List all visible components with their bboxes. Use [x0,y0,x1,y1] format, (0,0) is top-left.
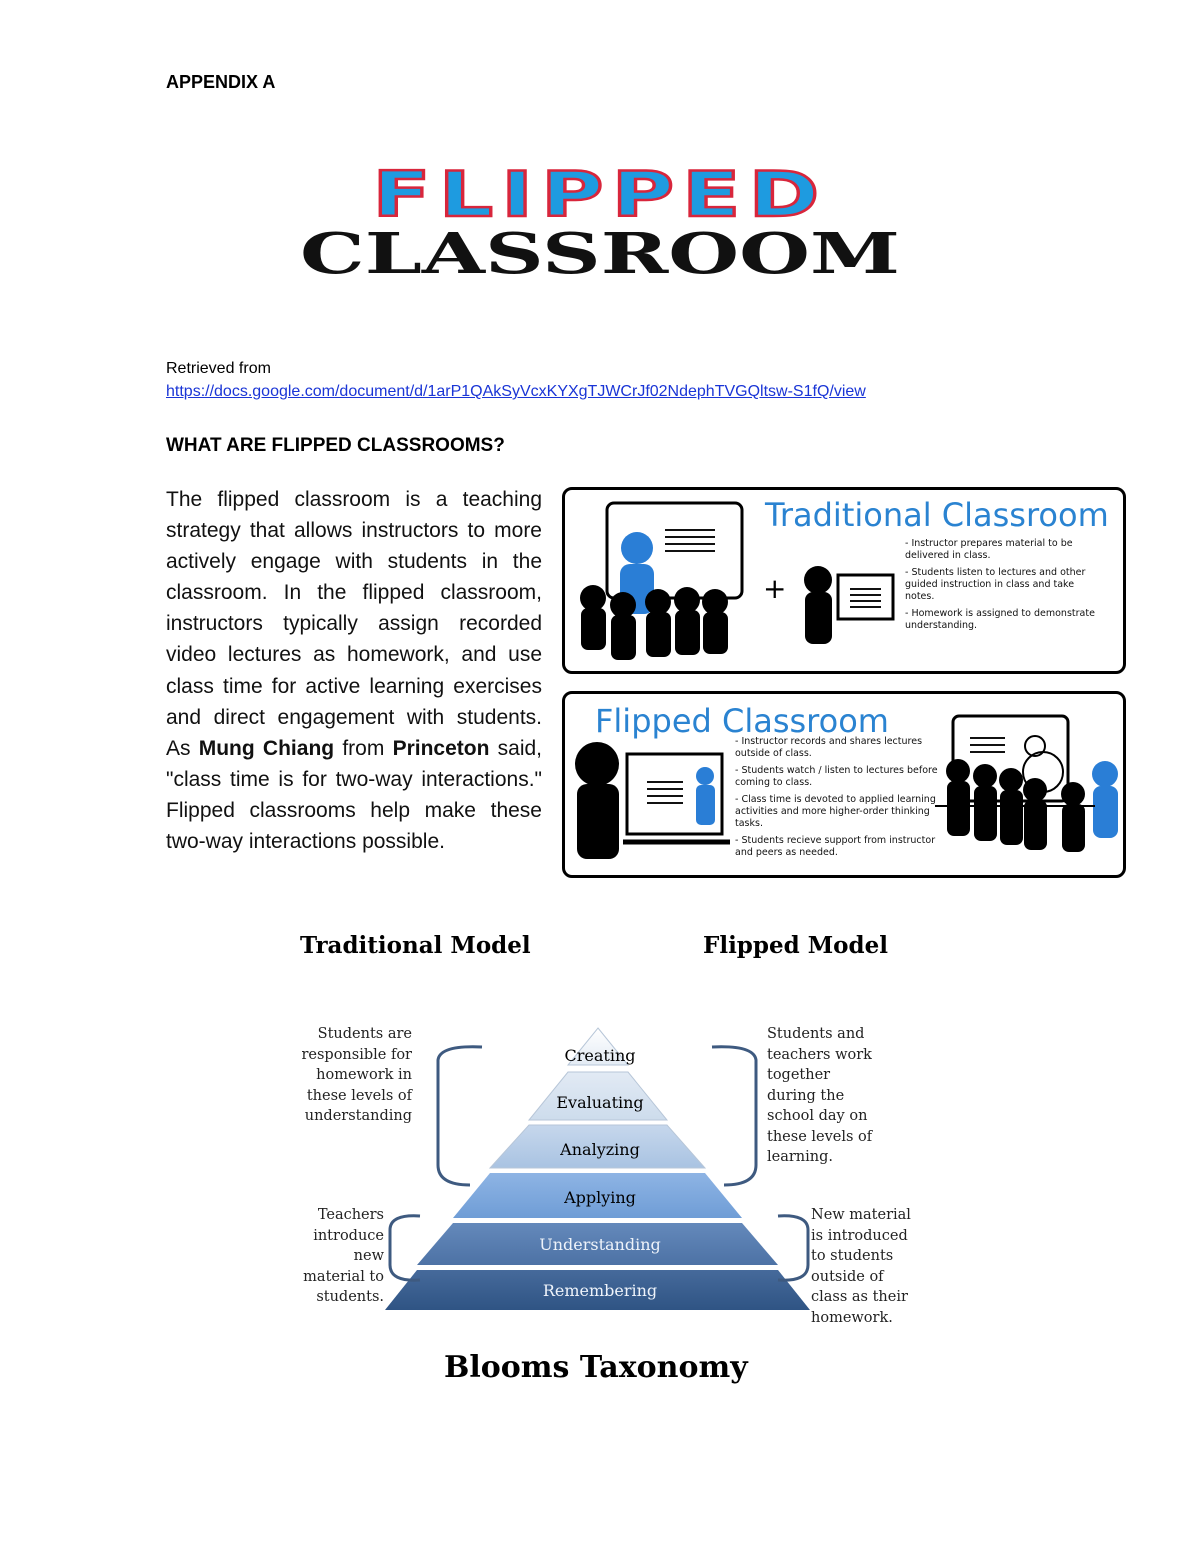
flipped-classroom-logo [295,160,905,338]
bullet-item: - Students listen to lectures and other guided instruction in class and take notes. [905,567,1086,602]
paragraph-text: from [334,736,393,760]
right-bottom-note: New material is introduced to students outside of class as their homework. [811,1207,911,1326]
bullet-item: - Students watch / listen to lectures before coming to class. [735,765,938,788]
organization-name: Princeton [392,736,490,760]
flipped-model-title: Flipped Model [703,932,888,959]
appendix-label: APPENDIX A [166,72,276,92]
intro-paragraph [166,484,542,857]
tier-understanding: Understanding [539,1235,661,1254]
tier-applying: Applying [564,1188,636,1207]
retrieved-from-label: Retrieved from [166,360,271,377]
left-bottom-note: Teachers introduce new material to students. [303,1207,384,1305]
bullet-item: - Instructor records and shares lectures outside of class. [735,736,923,759]
traditional-bullets [905,538,1105,637]
tier-analyzing: Analyzing [560,1140,640,1159]
tier-evaluating: Evaluating [556,1093,644,1112]
plus-sign: + [763,572,787,605]
right-top-note: Students and teachers work together during the school day on these levels of learning. [767,1026,873,1165]
bullet-item: - Students recieve support from instructor and peers as needed. [735,835,936,858]
section-heading: WHAT ARE FLIPPED CLASSROOMS? [166,435,505,456]
bullet-item: - Instructor prepares material to be delivered in class. [905,538,1073,561]
left-top-note: Students are responsible for homework in these levels of understanding [301,1026,412,1124]
flipped-bullets [735,736,940,864]
traditional-classroom-panel [562,487,1126,674]
flipped-classroom-panel [562,691,1126,878]
person-name: Mung Chiang [198,736,335,760]
tier-remembering: Remembering [542,1281,658,1300]
bullet-item: - Homework is assigned to demonstrate understanding. [905,608,1095,631]
flipped-classroom-title: Flipped Classroom [595,702,889,740]
paragraph-text: The flipped classroom is a teaching strategy that allows instructors to more actively engage with students in the classroom. In the flipped classroom, instructors typically assign recorded video lectures as homework, and use class time for active learning exercises and direct engagement with students. As [166,488,542,760]
blooms-pyramid [380,1020,820,1320]
blooms-taxonomy-title: Blooms Taxonomy [444,1350,748,1385]
bullet-item: - Class time is devoted to applied learning activities and more higher-order thinking tasks. [735,794,936,829]
paragraph-text: said, "class time is for two-way interactions." Flipped classrooms help make these two-way interactions possible. [166,736,543,854]
source-link[interactable]: https://docs.google.com/document/d/1arP1QAkSyVcxKYXgTJWCrJf02NdephTVGQltsw-S1fQ/view [166,383,866,400]
svg-text:CLASSROOM: CLASSROOM [300,221,900,287]
traditional-model-title: Traditional Model [300,932,531,959]
svg-text:FLIPPED: FLIPPED [372,160,828,231]
traditional-classroom-title: Traditional Classroom [765,496,1109,534]
tier-creating: Creating [564,1046,636,1065]
